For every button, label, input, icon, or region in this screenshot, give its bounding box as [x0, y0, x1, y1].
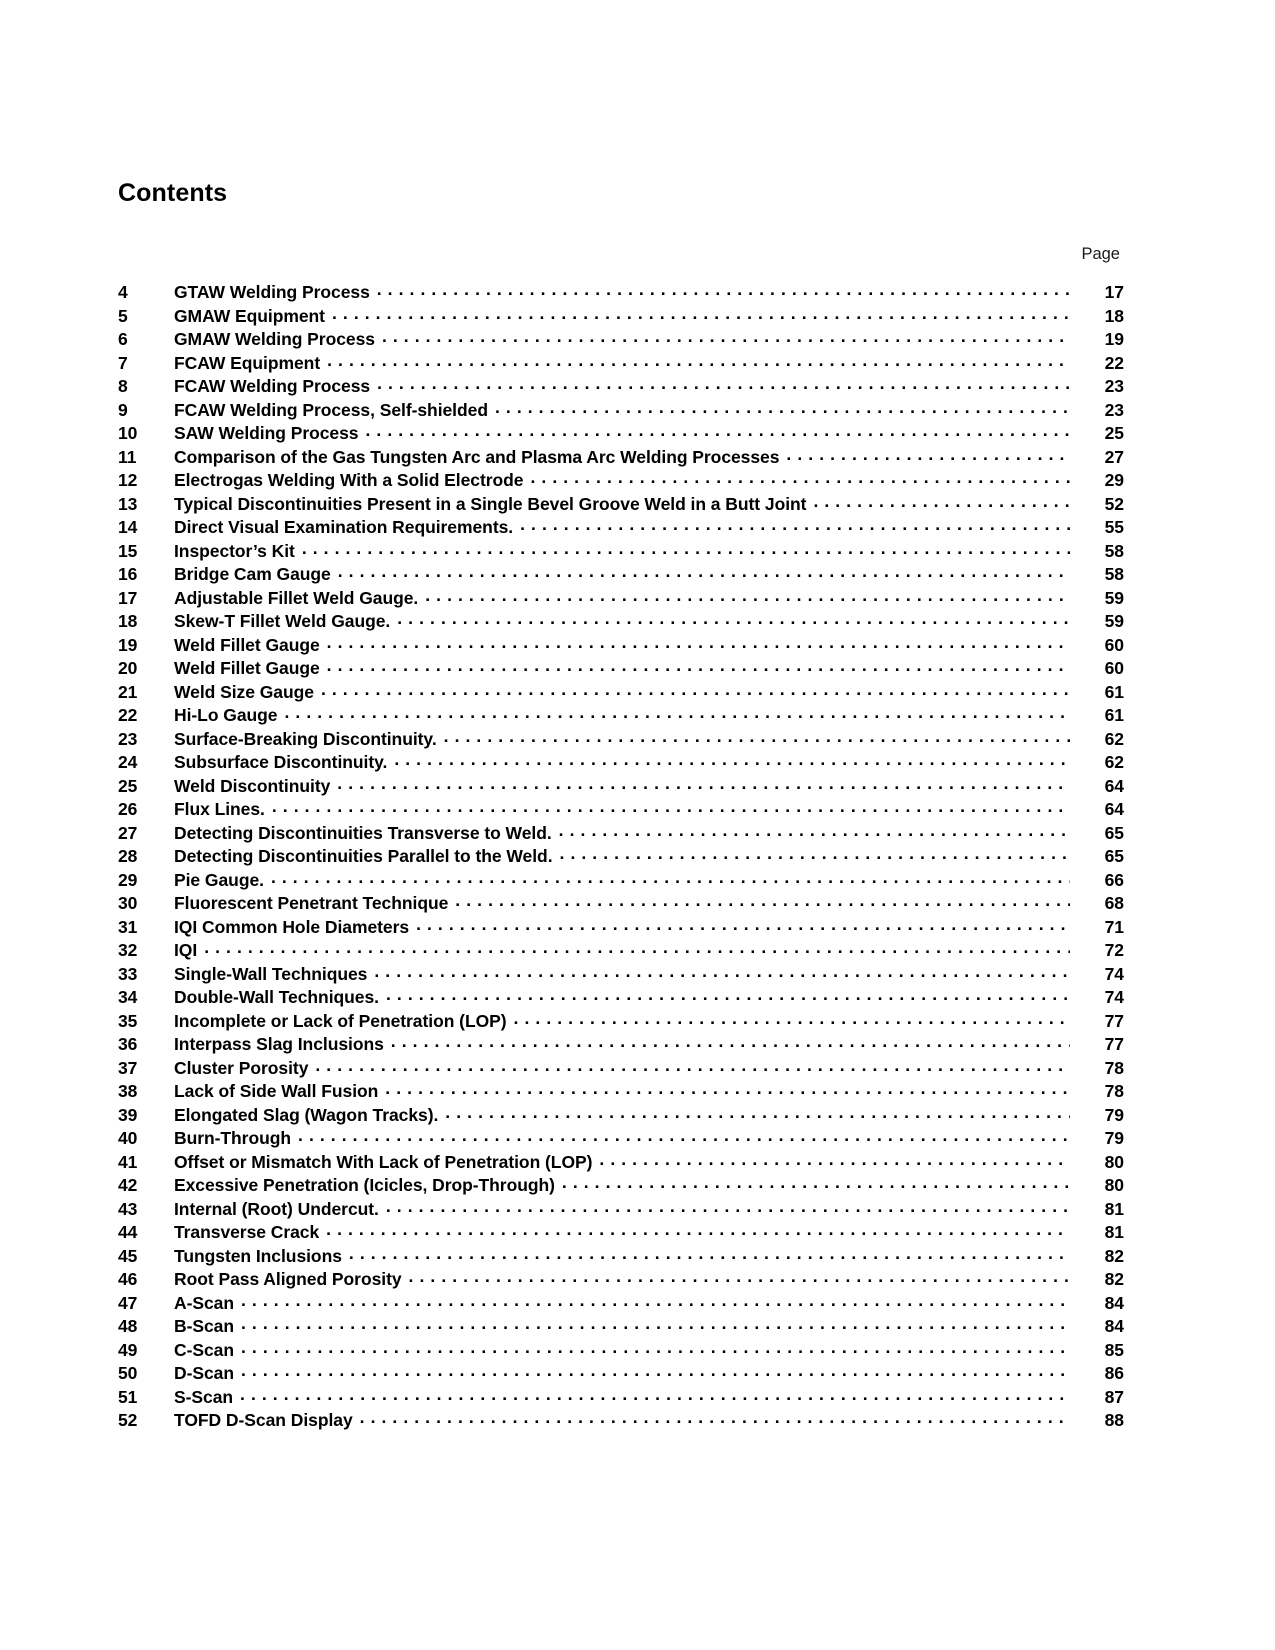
toc-entry[interactable] [118, 681, 1124, 705]
toc-dot-leader [302, 540, 1070, 557]
toc-dot-leader [382, 328, 1070, 345]
toc-entry-title: TOFD D-Scan Display [174, 1410, 353, 1430]
toc-dot-leader [272, 798, 1070, 815]
toc-entry-title: Weld Fillet Gauge [174, 658, 320, 678]
toc-dot-leader [284, 704, 1070, 721]
toc-entry[interactable] [118, 587, 1124, 611]
toc-entry-title: Single-Wall Techniques [174, 963, 368, 984]
toc-dot-leader [425, 587, 1070, 604]
toc-entry-page-number: 80 [1104, 1151, 1124, 1172]
toc-dot-leader [315, 1057, 1070, 1074]
toc-entry[interactable] [118, 822, 1124, 846]
toc-entry-number: 14 [118, 517, 138, 537]
toc-entry-page-number: 82 [1104, 1245, 1124, 1266]
toc-dot-leader [386, 986, 1070, 1003]
toc-entry-title: Surface-Breaking Discontinuity. [174, 728, 437, 749]
toc-dot-leader [374, 963, 1070, 980]
toc-dot-leader [327, 657, 1070, 674]
toc-entry-number: 17 [118, 587, 138, 608]
toc-dot-leader [327, 352, 1070, 369]
toc-entry-title: Interpass Slag Inclusions [174, 1034, 384, 1054]
toc-entry-page-number: 84 [1104, 1292, 1124, 1313]
toc-entry-number: 5 [118, 305, 128, 326]
toc-entry-page-number: 23 [1104, 399, 1124, 420]
toc-entry-title: GMAW Welding Process [174, 329, 375, 349]
toc-dot-leader [599, 1151, 1070, 1168]
toc-entry[interactable] [118, 1080, 1124, 1104]
toc-dot-leader [241, 1315, 1070, 1332]
toc-entry-page-number: 18 [1104, 305, 1124, 326]
toc-entry-title: IQI [174, 940, 198, 960]
toc-entry-page-number: 59 [1104, 587, 1124, 608]
toc-entry-page-number: 82 [1104, 1269, 1124, 1289]
toc-entry[interactable] [118, 375, 1124, 399]
toc-entry[interactable] [118, 657, 1124, 681]
toc-entry-number: 38 [118, 1081, 138, 1101]
toc-dot-leader [321, 681, 1070, 698]
toc-entry-title: Cluster Porosity [174, 1057, 309, 1078]
toc-dot-leader [327, 634, 1070, 651]
toc-entry-page-number: 87 [1104, 1386, 1124, 1407]
toc-entry-title: Excessive Penetration (Icicles, Drop-Through) [174, 1175, 555, 1195]
toc-entry-title: Bridge Cam Gauge [174, 564, 331, 584]
toc-entry-title: Weld Size Gauge [174, 681, 314, 702]
toc-entry-number: 43 [118, 1198, 138, 1219]
toc-entry-title: Weld Fillet Gauge [174, 634, 320, 655]
toc-entry-number: 12 [118, 470, 138, 490]
toc-dot-leader [786, 446, 1070, 463]
toc-entry-number: 33 [118, 963, 138, 984]
toc-entry-title: FCAW Welding Process [174, 376, 371, 396]
toc-entry[interactable] [118, 963, 1124, 987]
toc-entry[interactable] [118, 634, 1124, 658]
toc-entry-page-number: 61 [1104, 705, 1124, 725]
toc-entry-number: 22 [118, 705, 138, 725]
toc-dot-leader [326, 1221, 1070, 1238]
toc-entry-page-number: 71 [1104, 916, 1124, 937]
page-column-header: Page [1081, 245, 1120, 263]
toc-entry-number: 8 [118, 376, 128, 396]
toc-entry[interactable] [118, 1268, 1124, 1292]
toc-entry[interactable] [118, 1245, 1124, 1269]
toc-entry-title: Incomplete or Lack of Penetration (LOP) [174, 1010, 507, 1031]
toc-entry-page-number: 61 [1104, 681, 1124, 702]
toc-entry-number: 20 [118, 658, 138, 678]
toc-dot-leader [204, 939, 1070, 956]
toc-entry-number: 48 [118, 1316, 138, 1336]
toc-entry[interactable] [118, 1315, 1124, 1339]
toc-entry[interactable] [118, 845, 1124, 869]
toc-entry-number: 28 [118, 846, 138, 866]
toc-dot-leader [409, 1268, 1070, 1285]
toc-entry-number: 52 [118, 1410, 138, 1430]
toc-entry[interactable] [118, 399, 1124, 423]
toc-entry-page-number: 23 [1104, 376, 1124, 396]
toc-entry-page-number: 64 [1104, 775, 1124, 796]
toc-entry[interactable] [118, 728, 1124, 752]
toc-dot-leader [360, 1409, 1070, 1426]
toc-entry-number: 35 [118, 1010, 138, 1031]
toc-dot-leader [559, 822, 1070, 839]
toc-entry-page-number: 79 [1104, 1128, 1124, 1148]
toc-dot-leader [385, 1080, 1070, 1097]
toc-dot-leader [337, 775, 1070, 792]
toc-entry[interactable] [118, 751, 1124, 775]
toc-entry[interactable] [118, 1339, 1124, 1363]
toc-entry-number: 44 [118, 1222, 138, 1242]
toc-entry-title: Offset or Mismatch With Lack of Penetration (LOP) [174, 1151, 593, 1172]
toc-dot-leader [530, 469, 1070, 486]
toc-entry-number: 24 [118, 752, 138, 772]
toc-entry-title: Root Pass Aligned Porosity [174, 1269, 402, 1289]
toc-entry-page-number: 65 [1104, 822, 1124, 843]
toc-entry[interactable] [118, 540, 1124, 564]
toc-entry[interactable] [118, 469, 1124, 493]
toc-entry[interactable] [118, 1221, 1124, 1245]
toc-dot-leader [349, 1245, 1070, 1262]
toc-dot-leader [514, 1010, 1070, 1027]
toc-entry-title: Flux Lines. [174, 799, 265, 819]
toc-dot-leader [391, 1033, 1070, 1050]
toc-entry-title: Internal (Root) Undercut. [174, 1198, 379, 1219]
toc-entry-page-number: 80 [1104, 1175, 1124, 1195]
toc-dot-leader [455, 892, 1070, 909]
toc-entry-title: FCAW Equipment [174, 352, 321, 373]
toc-entry-number: 21 [118, 681, 138, 702]
toc-entry-title: FCAW Welding Process, Self-shielded [174, 399, 488, 420]
toc-entry-number: 34 [118, 987, 138, 1007]
toc-entry-title: C-Scan [174, 1339, 234, 1360]
toc-entry[interactable] [118, 328, 1124, 352]
toc-entry-number: 10 [118, 423, 138, 443]
toc-entry-page-number: 62 [1104, 752, 1124, 772]
toc-entry-number: 15 [118, 540, 138, 561]
toc-entry-title: Comparison of the Gas Tungsten Arc and Plasma Arc Welding Processes [174, 446, 780, 467]
toc-entry-title: S-Scan [174, 1386, 234, 1407]
toc-entry-page-number: 60 [1104, 658, 1124, 678]
toc-entry-title: Double-Wall Techniques. [174, 987, 379, 1007]
toc-entry-number: 25 [118, 775, 138, 796]
toc-entry-number: 42 [118, 1175, 138, 1195]
toc-entry-page-number: 58 [1104, 540, 1124, 561]
toc-entry-number: 16 [118, 564, 138, 584]
toc-entry-number: 31 [118, 916, 138, 937]
toc-entry[interactable] [118, 1127, 1124, 1151]
toc-entry-page-number: 55 [1104, 517, 1124, 537]
toc-entry-number: 6 [118, 329, 128, 349]
toc-dot-leader [240, 1386, 1070, 1403]
toc-entry-page-number: 25 [1104, 423, 1124, 443]
toc-entry-title: SAW Welding Process [174, 423, 359, 443]
toc-entry-page-number: 77 [1104, 1010, 1124, 1031]
toc-entry[interactable] [118, 892, 1124, 916]
toc-entry-page-number: 27 [1104, 446, 1124, 467]
toc-dot-leader [241, 1362, 1070, 1379]
toc-entry-page-number: 17 [1104, 282, 1124, 302]
toc-entry[interactable] [118, 1386, 1124, 1410]
toc-entry[interactable] [118, 916, 1124, 940]
toc-dot-leader [416, 916, 1070, 933]
toc-entry-number: 29 [118, 869, 138, 890]
toc-entry-title: Typical Discontinuities Present in a Single Bevel Groove Weld in a Butt Joint [174, 493, 807, 514]
toc-entry-number: 46 [118, 1269, 138, 1289]
toc-entry-page-number: 78 [1104, 1057, 1124, 1078]
toc-entry-number: 19 [118, 634, 138, 655]
toc-entry-page-number: 74 [1104, 963, 1124, 984]
toc-dot-leader [365, 422, 1070, 439]
toc-entry-title: Hi-Lo Gauge [174, 705, 278, 725]
toc-dot-leader [813, 493, 1070, 510]
toc-dot-leader [386, 1198, 1070, 1215]
toc-entry-title: Electrogas Welding With a Solid Electrode [174, 470, 524, 490]
toc-entry[interactable] [118, 446, 1124, 470]
toc-entry-page-number: 86 [1104, 1363, 1124, 1383]
toc-dot-leader [394, 751, 1070, 768]
toc-entry-title: Skew-T Fillet Weld Gauge. [174, 611, 391, 631]
toc-entry[interactable] [118, 1151, 1124, 1175]
toc-entry[interactable] [118, 563, 1124, 587]
toc-dot-leader [241, 1292, 1070, 1309]
toc-entry[interactable] [118, 610, 1124, 634]
toc-entry[interactable] [118, 422, 1124, 446]
toc-dot-leader [298, 1127, 1070, 1144]
toc-entry-number: 45 [118, 1245, 138, 1266]
toc-entry-page-number: 22 [1104, 352, 1124, 373]
toc-dot-leader [332, 305, 1070, 322]
toc-entry-page-number: 74 [1104, 987, 1124, 1007]
toc-dot-leader [377, 375, 1070, 392]
toc-entry[interactable] [118, 775, 1124, 799]
toc-dot-leader [397, 610, 1070, 627]
toc-entry[interactable] [118, 1010, 1124, 1034]
toc-entry-number: 50 [118, 1363, 138, 1383]
toc-entry-title: Adjustable Fillet Weld Gauge. [174, 587, 419, 608]
toc-entry[interactable] [118, 1409, 1124, 1433]
toc-entry-title: Detecting Discontinuities Parallel to the Weld. [174, 846, 553, 866]
toc-entry-number: 30 [118, 893, 138, 913]
toc-entry-title: Pie Gauge. [174, 869, 264, 890]
toc-entry[interactable] [118, 352, 1124, 376]
toc-entry[interactable] [118, 1104, 1124, 1128]
toc-entry[interactable] [118, 1292, 1124, 1316]
toc-entry-title: D-Scan [174, 1363, 234, 1383]
toc-entry-title: B-Scan [174, 1316, 234, 1336]
toc-dot-leader [495, 399, 1070, 416]
toc-entry-number: 36 [118, 1034, 138, 1054]
toc-entry[interactable] [118, 493, 1124, 517]
toc-entry-title: GTAW Welding Process [174, 282, 370, 302]
toc-entry-number: 49 [118, 1339, 138, 1360]
toc-dot-leader [444, 728, 1070, 745]
toc-entry-page-number: 58 [1104, 564, 1124, 584]
toc-dot-leader [562, 1174, 1070, 1191]
toc-entry-title: GMAW Equipment [174, 305, 325, 326]
toc-entry-page-number: 62 [1104, 728, 1124, 749]
toc-entry-page-number: 85 [1104, 1339, 1124, 1360]
toc-dot-leader [377, 281, 1070, 298]
toc-entry-page-number: 84 [1104, 1316, 1124, 1336]
toc-entry-page-number: 66 [1104, 869, 1124, 890]
toc-entry-title: Lack of Side Wall Fusion [174, 1081, 379, 1101]
toc-dot-leader [271, 869, 1070, 886]
toc-entry[interactable] [118, 1198, 1124, 1222]
toc-entry-page-number: 68 [1104, 893, 1124, 913]
toc-entry-page-number: 52 [1104, 493, 1124, 514]
toc-entry-page-number: 64 [1104, 799, 1124, 819]
toc-entry-title: Detecting Discontinuities Transverse to Weld. [174, 822, 552, 843]
toc-entry-title: Fluorescent Penetrant Technique [174, 893, 449, 913]
toc-entry[interactable] [118, 798, 1124, 822]
toc-entry-page-number: 29 [1104, 470, 1124, 490]
toc-entry-title: Burn-Through [174, 1128, 292, 1148]
toc-entry-number: 47 [118, 1292, 138, 1313]
toc-entry-number: 39 [118, 1104, 138, 1125]
toc-dot-leader [520, 516, 1070, 533]
toc-entry-number: 7 [118, 352, 128, 373]
toc-entry-title: Elongated Slag (Wagon Tracks). [174, 1104, 439, 1125]
toc-entry-number: 13 [118, 493, 138, 514]
page-title: Contents [118, 179, 228, 207]
toc-dot-leader [338, 563, 1070, 580]
toc-entry-page-number: 81 [1104, 1198, 1124, 1219]
toc-entry-title: Inspector’s Kit [174, 540, 295, 561]
toc-entry[interactable] [118, 986, 1124, 1010]
toc-entry-page-number: 60 [1104, 634, 1124, 655]
toc-entry-title: Tungsten Inclusions [174, 1245, 342, 1266]
table-of-contents-list [118, 281, 1124, 1433]
toc-entry-number: 9 [118, 399, 128, 420]
toc-entry-title: A-Scan [174, 1292, 234, 1313]
toc-entry-number: 37 [118, 1057, 138, 1078]
toc-entry[interactable] [118, 1033, 1124, 1057]
toc-entry-title: Subsurface Discontinuity. [174, 752, 388, 772]
toc-entry-number: 27 [118, 822, 138, 843]
toc-entry[interactable] [118, 1174, 1124, 1198]
toc-entry-page-number: 77 [1104, 1034, 1124, 1054]
toc-dot-leader [445, 1104, 1070, 1121]
toc-entry[interactable] [118, 704, 1124, 728]
toc-dot-leader [560, 845, 1070, 862]
toc-entry-number: 11 [118, 446, 137, 467]
toc-entry-number: 26 [118, 799, 138, 819]
toc-entry[interactable] [118, 305, 1124, 329]
toc-entry-title: Weld Discontinuity [174, 775, 331, 796]
toc-entry-number: 23 [118, 728, 138, 749]
toc-entry[interactable] [118, 939, 1124, 963]
toc-entry-number: 18 [118, 611, 138, 631]
toc-entry-page-number: 88 [1104, 1410, 1124, 1430]
toc-entry-page-number: 79 [1104, 1104, 1124, 1125]
toc-entry-page-number: 72 [1104, 940, 1124, 960]
toc-entry-number: 40 [118, 1128, 138, 1148]
toc-entry-title: Transverse Crack [174, 1222, 320, 1242]
toc-entry-page-number: 59 [1104, 611, 1124, 631]
toc-entry-page-number: 19 [1104, 329, 1124, 349]
toc-entry-page-number: 65 [1104, 846, 1124, 866]
toc-entry[interactable] [118, 1057, 1124, 1081]
toc-entry-number: 41 [118, 1151, 138, 1172]
toc-entry[interactable] [118, 1362, 1124, 1386]
toc-entry-title: IQI Common Hole Diameters [174, 916, 410, 937]
toc-entry[interactable] [118, 281, 1124, 305]
toc-entry-number: 51 [118, 1386, 138, 1407]
toc-entry-number: 32 [118, 940, 138, 960]
toc-entry-number: 4 [118, 282, 128, 302]
toc-entry[interactable] [118, 516, 1124, 540]
toc-dot-leader [241, 1339, 1070, 1356]
toc-entry-page-number: 81 [1104, 1222, 1124, 1242]
toc-entry-page-number: 78 [1104, 1081, 1124, 1101]
toc-entry-title: Direct Visual Examination Requirements. [174, 517, 514, 537]
toc-entry[interactable] [118, 869, 1124, 893]
